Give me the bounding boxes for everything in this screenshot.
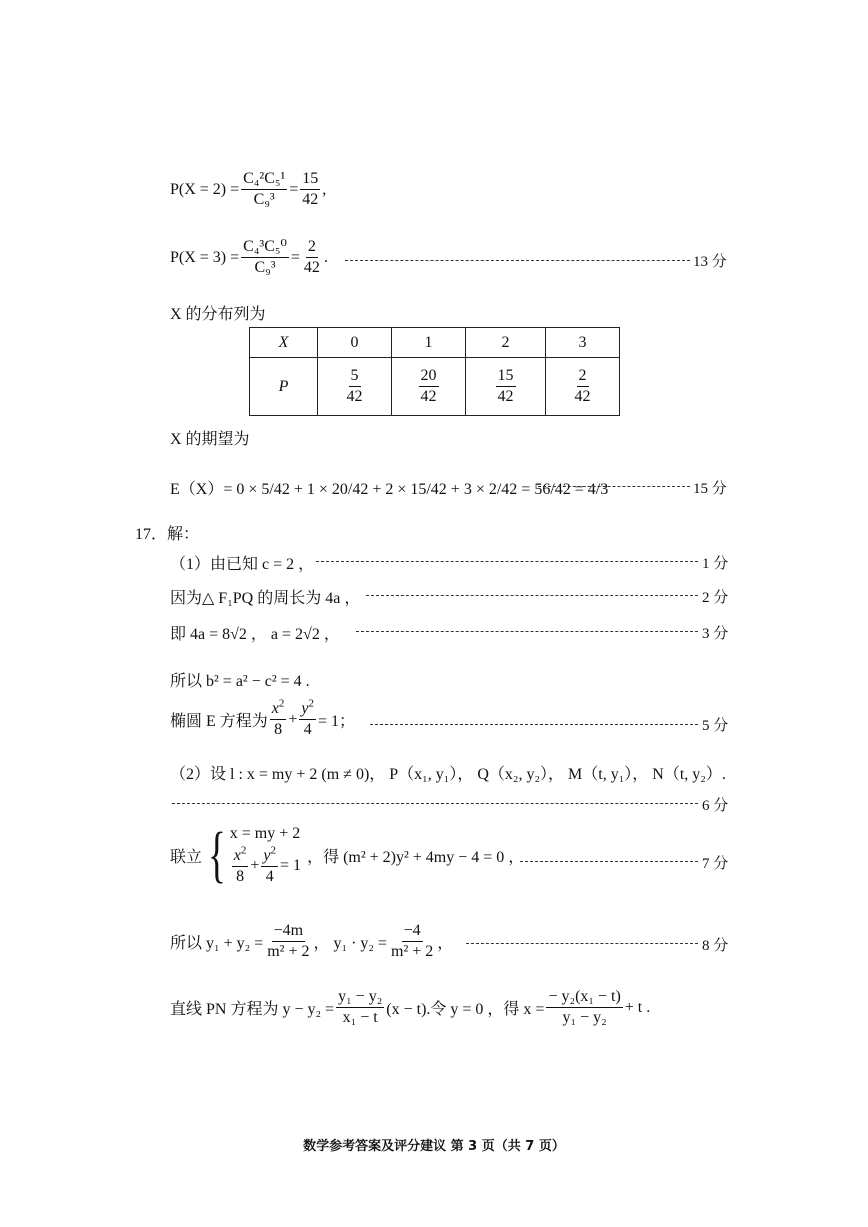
- cell-text: 0: [350, 333, 359, 351]
- fraction-numerator: 2: [306, 238, 318, 258]
- fraction-numerator: 20: [419, 367, 439, 387]
- prob-label: P(X = 3) =: [170, 248, 240, 266]
- table-header-cell: [466, 328, 546, 358]
- page-footer: 数学参考答案及评分建议 第 3 页（共 7 页）: [303, 1139, 565, 1154]
- score-1: 1 分: [702, 556, 729, 572]
- fraction-denominator: 42: [574, 388, 591, 405]
- distribution-table: [249, 327, 620, 416]
- step-1: （1）由已知 c = 2 ，: [170, 556, 315, 573]
- score-leader-dots: [466, 943, 698, 944]
- system-line-2: $\frac{x^2}{8}$ + $\frac{y^2}{4}$ = 1: [233, 844, 302, 885]
- text: 所以 y₁ + y₂ =: [170, 935, 264, 952]
- step-5-ellipse-equation: 椭圆 E 方程为 $\frac{x^2}{8}$ + $\frac{y^2}{4}$ = 1；: [170, 697, 356, 738]
- system-line-1: x = my + 2: [229, 824, 301, 842]
- step-8-vieta: [170, 922, 453, 961]
- sum-fraction: [265, 922, 311, 961]
- fraction-y2-over-4: [261, 844, 278, 886]
- score-leader-dots: [356, 631, 698, 632]
- combination-fraction: [241, 170, 287, 209]
- fraction-denominator: 8: [274, 721, 283, 738]
- score-13: 13 分: [693, 254, 727, 270]
- table-cell: [250, 358, 318, 416]
- product-fraction: [389, 922, 435, 961]
- fraction-numerator: $y^2$: [261, 847, 278, 867]
- fraction-denominator: 8: [236, 867, 245, 885]
- fraction-denominator: 42: [303, 259, 320, 276]
- fraction-numerator: 2: [577, 367, 589, 387]
- punctuation: .: [323, 248, 328, 266]
- text: 联立: [170, 848, 203, 866]
- table-cell: [392, 358, 466, 416]
- equals-sign: =: [289, 180, 299, 198]
- text: 椭圆 E 方程为: [170, 713, 268, 730]
- cell-text: 2: [501, 333, 510, 351]
- fraction-numerator: 5: [349, 367, 361, 387]
- score-leader-dots: [345, 260, 690, 261]
- fraction-numerator: −4m: [272, 922, 305, 942]
- fraction-denominator: m² + 2: [267, 943, 310, 960]
- fraction-numerator: C₄²C₅¹: [241, 170, 287, 190]
- fraction-numerator: $x^2$: [232, 847, 249, 867]
- fraction-denominator: C₉³: [253, 191, 275, 208]
- table-cell: [466, 358, 546, 416]
- fraction-numerator: y₁ − y₂: [336, 988, 384, 1008]
- fraction-denominator: C₉³: [254, 259, 276, 276]
- intercept-fraction: [546, 988, 622, 1027]
- fraction-numerator: $x^2$: [270, 700, 287, 720]
- fraction-denominator: 42: [497, 388, 514, 405]
- table-header-cell: [392, 328, 466, 358]
- text: ，得 (m² + 2)y² + 4my − 4 = 0 ，: [307, 848, 525, 866]
- score-8: 8 分: [702, 938, 729, 954]
- fraction-denominator: 42: [346, 388, 363, 405]
- score-leader-dots: [172, 803, 698, 804]
- step-4: 所以 b² = a² − c² = 4 .: [170, 673, 310, 690]
- distribution-intro: X 的分布列为: [170, 306, 266, 323]
- combination-fraction: [241, 238, 289, 277]
- fraction-denominator: 4: [303, 721, 312, 738]
- step-2: 因为△ F₁PQ 的周长为 4a ，: [170, 590, 361, 607]
- step-6-setup: （2）设 l : x = my + 2 (m ≠ 0)， P（x₁, y₁）， Q（x₂, y₂）， M（t, y₁）， N（t, y₂）.: [170, 766, 726, 783]
- cell-text: X: [278, 333, 289, 351]
- fraction-numerator: C₄³C₅⁰: [241, 238, 289, 258]
- punctuation: ,: [322, 180, 327, 198]
- equation-system: [230, 825, 301, 886]
- fraction-x2-over-8: [232, 844, 249, 886]
- score-2: 2 分: [702, 590, 729, 606]
- result-fraction: [300, 170, 320, 209]
- score-leader-dots: [370, 724, 698, 725]
- slope-fraction: [336, 988, 384, 1027]
- score-15: 15 分: [693, 481, 727, 497]
- table-cell: [318, 358, 392, 416]
- prob-label: P(X = 2) =: [170, 180, 240, 198]
- fraction-numerator: 15: [496, 367, 516, 387]
- score-leader-dots: [316, 561, 698, 562]
- question-17-heading: 17．解：: [135, 526, 200, 543]
- cell-fraction: [573, 367, 593, 406]
- text: ，: [437, 935, 454, 952]
- prob-x-equals-2: [170, 170, 326, 209]
- table-row: [250, 328, 620, 358]
- text: (x − t).令 y = 0 ，得 x =: [386, 1001, 545, 1018]
- fraction-denominator: 4: [265, 867, 274, 885]
- table-header-cell: [546, 328, 620, 358]
- score-3: 3 分: [702, 626, 729, 642]
- table-cell: [546, 358, 620, 416]
- result-fraction: [302, 238, 322, 277]
- table-header-cell: [250, 328, 318, 358]
- fraction-x2-over-8: [270, 697, 287, 739]
- fraction-numerator: 15: [300, 170, 320, 190]
- score-5: 5 分: [702, 718, 729, 734]
- score-leader-dots: [538, 486, 690, 487]
- score-leader-dots: [520, 861, 698, 862]
- prob-x-equals-3: [170, 238, 328, 277]
- fraction-denominator: m² + 2: [391, 943, 434, 960]
- step-7-system: [170, 821, 525, 889]
- step-3: 即 4a = 8√2 ， a = 2√2 ，: [170, 626, 340, 643]
- fraction-denominator: 42: [420, 388, 437, 405]
- cell-text: 1: [424, 333, 433, 351]
- fraction-numerator: $y^2$: [299, 700, 316, 720]
- expectation-formula: E（X）= 0 × 5/42 + 1 × 20/42 + 2 × 15/42 + 3 × 2/42 = 56/42 = 4/3: [170, 481, 609, 498]
- score-6: 6 分: [702, 798, 729, 814]
- fraction-denominator: 42: [302, 191, 319, 208]
- system-brace: {: [207, 821, 226, 889]
- text: = 1；: [318, 713, 356, 730]
- text: = 1: [280, 857, 302, 874]
- score-leader-dots: [366, 595, 698, 596]
- equals-sign: =: [290, 248, 300, 266]
- text: + t .: [624, 998, 651, 1016]
- cell-text: 3: [578, 333, 587, 351]
- text: ， y₁ · y₂ =: [313, 935, 387, 952]
- expectation-intro: X 的期望为: [170, 431, 250, 448]
- table-header-cell: [318, 328, 392, 358]
- score-7: 7 分: [702, 856, 729, 872]
- fraction-numerator: − y₂(x₁ − t): [546, 988, 622, 1008]
- cell-fraction: [345, 367, 365, 406]
- text: 直线 PN 方程为 y − y₂ =: [170, 1001, 335, 1018]
- table-row: [250, 358, 620, 416]
- fraction-numerator: −4: [402, 922, 423, 942]
- cell-fraction: [419, 367, 439, 406]
- cell-fraction: [496, 367, 516, 406]
- fraction-denominator: x₁ − t: [342, 1009, 378, 1026]
- step-9-line-pn: [170, 988, 650, 1027]
- fraction-denominator: y₁ − y₂: [562, 1009, 607, 1026]
- cell-text: P: [278, 377, 289, 395]
- fraction-y2-over-4: [299, 697, 316, 739]
